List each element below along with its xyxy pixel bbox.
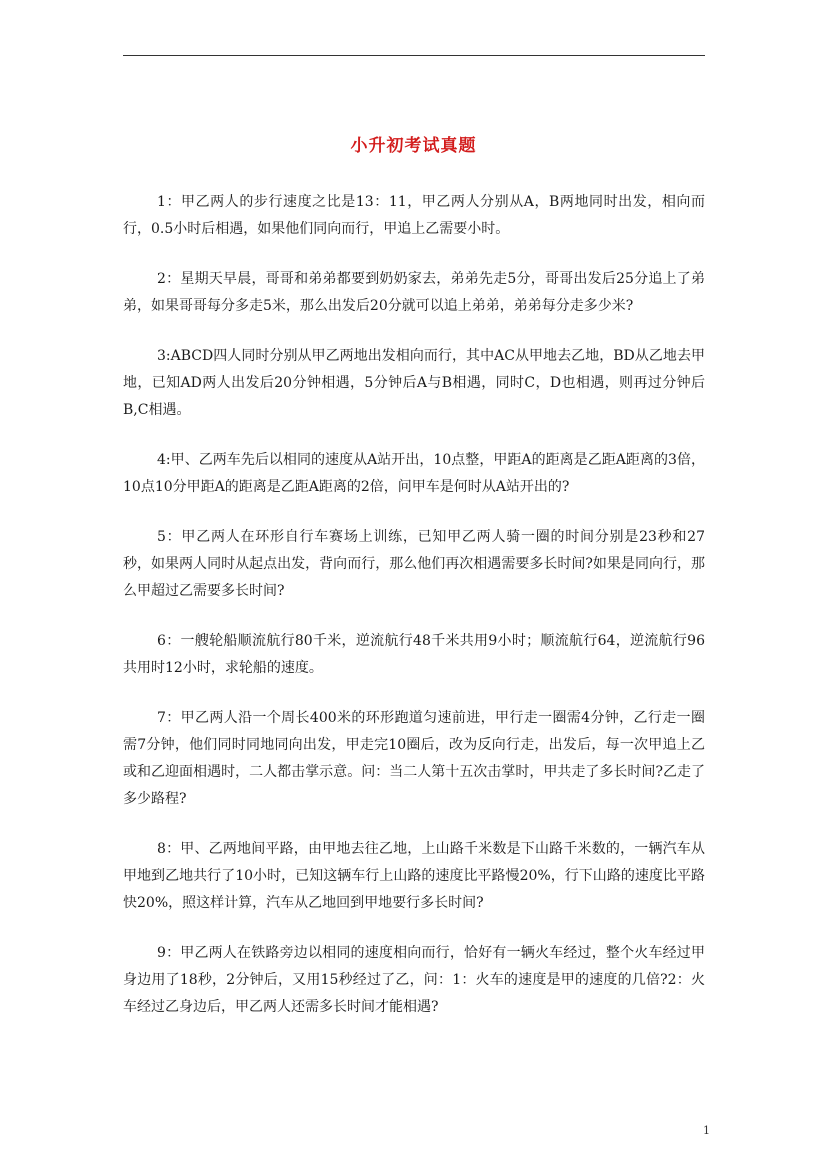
problem-2: 2：星期天早晨，哥哥和弟弟都要到奶奶家去，弟弟先走5分，哥哥出发后25分追上了弟弟，如果哥哥每分多走5米，那么出发后20分就可以追上弟弟，弟弟每分走多少米? <box>123 271 705 314</box>
page-number: 1 <box>703 1124 710 1137</box>
problem-6: 6：一艘轮船顺流航行80千米，逆流航行48千米共用9小时；顺流航行64，逆流航行96共用时12小时，求轮船的速度。 <box>123 633 705 676</box>
problem-7: 7：甲乙两人沿一个周长400米的环形跑道匀速前进，甲行走一圈需4分钟，乙行走一圈需7分钟，他们同时同地同向出发，甲走完10圈后，改为反向行走，出发后，每一次甲追上乙或和乙迎面相遇时，二人都击掌示意。问：当二人第十五次击掌时，甲共走了多长时间?乙走了多少路程? <box>123 710 705 807</box>
problem-1: 1：甲乙两人的步行速度之比是13：11，甲乙两人分别从A，B两地同时出发，相向而行，0.5小时后相遇，如果他们同向而行，甲追上乙需要小时。 <box>123 194 705 237</box>
header-rule <box>123 55 705 56</box>
problem-8: 8：甲、乙两地间平路，由甲地去往乙地，上山路千米数是下山路千米数的，一辆汽车从甲地到乙地共行了10小时，已知这辆车行上山路的速度比平路慢20%，行下山路的速度比平路快20%，照这样计算，汽车从乙地回到甲地要行多长时间? <box>123 841 705 911</box>
page-title: 小升初考试真题 <box>350 136 477 156</box>
problem-3: 3:ABCD四人同时分别从甲乙两地出发相向而行，其中AC从甲地去乙地，BD从乙地去甲地，已知AD两人出发后20分钟相遇，5分钟后A与B相遇，同时C，D也相遇，则再过分钟后B,C相遇。 <box>123 348 705 418</box>
problem-4: 4:甲、乙两车先后以相同的速度从A站开出，10点整，甲距A的距离是乙距A距离的3倍，10点10分甲距A的距离是乙距A距离的2倍，问甲车是何时从A站开出的? <box>123 452 705 495</box>
problem-list <box>123 189 705 1044</box>
problem-5: 5：甲乙两人在环形自行车赛场上训练，已知甲乙两人骑一圈的时间分别是23秒和27秒，如果两人同时从起点出发，背向而行，那么他们再次相遇需要多长时间?如果是同向行，那么甲超过乙需要多长时间? <box>123 529 705 599</box>
problem-9: 9：甲乙两人在铁路旁边以相同的速度相向而行，恰好有一辆火车经过，整个火车经过甲身边用了18秒，2分钟后，又用15秒经过了乙，问：1：火车的速度是甲的速度的几倍?2：火车经过乙身边后，甲乙两人还需多长时间才能相遇? <box>123 945 705 1015</box>
